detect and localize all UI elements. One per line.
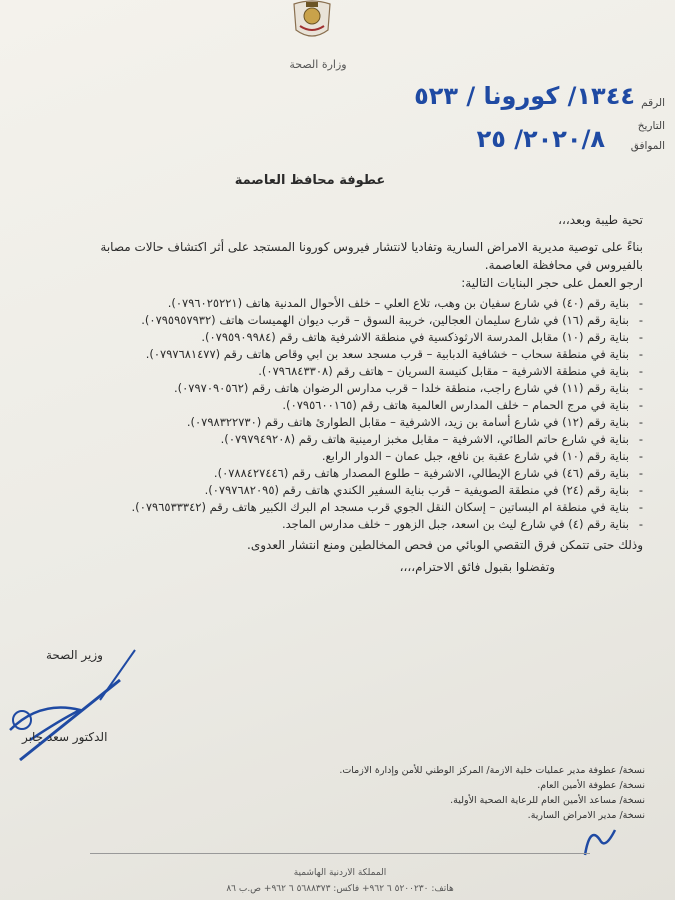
building-item: - بناية في مرج الحمام – خلف المدارس العالمية هاتف رقم (٠٧٩٥٦٠٠١٦٥). xyxy=(23,397,643,414)
footer-contact: هاتف: ٥٢٠٠٢٣٠ ٦ ٩٦٢+ فاكس: ٥٦٨٨٣٧٣ ٦ ٩٦٢+ ص.ب ٨٦ xyxy=(226,884,454,894)
handwritten-ref-number: ١٣٤٤/ كورونا / ٥٢٣ xyxy=(414,82,635,110)
building-item: - بناية رقم (١٢) في شارع أسامة بن زيد، الاشرفية – مقابل الطوارئ هاتف رقم (٠٧٩٨٣٢٢٧٣٠). xyxy=(23,414,643,431)
building-item: - بناية رقم (٤٦) في شارع الإيطالي، الاشرفية – طلوع المصدار هاتف رقم (٠٧٨٨٤٢٧٤٤٦). xyxy=(23,465,643,482)
closing-line-2: وتفضلوا بقبول فائق الاحترام،،،، xyxy=(399,560,555,574)
ref-label: الرقم xyxy=(641,97,665,109)
initials-mark xyxy=(580,820,620,860)
building-item: - بناية في شارع حاتم الطائي، الاشرفية – مقابل مخبز ارمينية هاتف رقم (٠٧٩٧٩٤٩٢٠٨). xyxy=(23,431,643,448)
signatory-name: الدكتور سعد جابر xyxy=(22,730,108,744)
date-label: التاريخ xyxy=(637,120,665,132)
building-item: - بناية رقم (٤) في شارع ليث بن اسعد، جبل الزهور – خلف مدارس الماجد. xyxy=(23,516,643,533)
body-line-1: بناءً على توصية مديرية الامراض السارية وتفاديا لانتشار فيروس كورونا المستجد على أثر اكتشاف حالات مصابة xyxy=(100,240,643,254)
signatory-title: وزير الصحة xyxy=(46,648,103,662)
closing-line-1: وذلك حتى تتمكن فرق التقصي الوبائي من فحص المخالطين ومنع انتشار العدوى. xyxy=(247,538,643,552)
ministry-name: وزارة الصحة xyxy=(289,58,347,71)
footer-divider xyxy=(90,853,590,854)
cc-line: نسخة/ مساعد الأمين العام للرعاية الصحية الأولية. xyxy=(450,795,645,806)
cc-line: نسخة/ عطوفة مدير عمليات خلية الازمة/ المركز الوطني للأمن وإدارة الازمات. xyxy=(339,765,645,776)
building-item: - بناية رقم (١١) في شارع راجب، منطقة خلدا – قرب مدارس الرضوان هاتف رقم (٠٧٩٧٠٩٠٥٦٢). xyxy=(23,380,643,397)
building-item: - بناية في منطقة ام البساتين – إسكان النقل الجوي قرب مسجد ام البرك الكبير هاتف رقم (٠٧٩٦٥٣٣٣٤٢). xyxy=(23,499,643,516)
building-item: - بناية في منطقة سحاب – خشافية الدبابية – قرب مسجد سعد بن ابي وقاص هاتف رقم (٠٧٩٧٦٨١٤٧٧). xyxy=(23,346,643,363)
greeting: تحية طيبة وبعد،،، xyxy=(558,213,643,227)
handwritten-date: ٢٠٢٠/٨/ ٢٥ xyxy=(476,125,605,153)
building-item: - بناية رقم (٤٠) في شارع سفيان بن وهب، تلاع العلي – خلف الأحوال المدنية هاتف (٠٧٩٦٠٢٥٢٢١). xyxy=(23,295,643,312)
body-line-3: ارجو العمل على حجر البنايات التالية: xyxy=(461,276,643,290)
building-item: - بناية في منطقة الاشرفية – مقابل كنيسة السريان – هاتف رقم (٠٧٩٦٨٤٣٣٠٨). xyxy=(23,363,643,380)
building-item: - بناية رقم (١٠) مقابل المدرسة الارثوذكسية في منطقة الاشرفية هاتف رقم (٠٧٩٥٩٠٩٩٨٤). xyxy=(23,329,643,346)
building-item: - بناية رقم (٢٤) في منطقة الصويفية – قرب بناية السفير الكندي هاتف رقم (٠٧٩٧٦٨٢٠٩٥). xyxy=(23,482,643,499)
footer-country: المملكة الأردنية الهاشمية xyxy=(293,868,387,878)
building-list xyxy=(23,295,643,533)
corresponding-label: الموافق xyxy=(630,140,665,152)
building-item: - بناية رقم (١٦) في شارع سليمان العجالين، خريبة السوق – قرب ديوان الهميسات هاتف (٠٧٩٥٩٥٧٩٣٢). xyxy=(23,312,643,329)
handwritten-signature xyxy=(0,640,160,770)
addressee: عطوفة محافظ العاصمة xyxy=(234,173,386,188)
body-line-2: بالفيروس في محافظة العاصمة. xyxy=(484,258,643,272)
cc-line: نسخة/ مدير الامراض السارية. xyxy=(527,810,645,821)
building-item: - بناية رقم (١٠) في شارع عقبة بن نافع، جبل عمان – الدوار الرابع. xyxy=(23,448,643,465)
ministry-emblem xyxy=(286,0,338,44)
cc-line: نسخة/ عطوفة الأمين العام. xyxy=(537,780,645,791)
